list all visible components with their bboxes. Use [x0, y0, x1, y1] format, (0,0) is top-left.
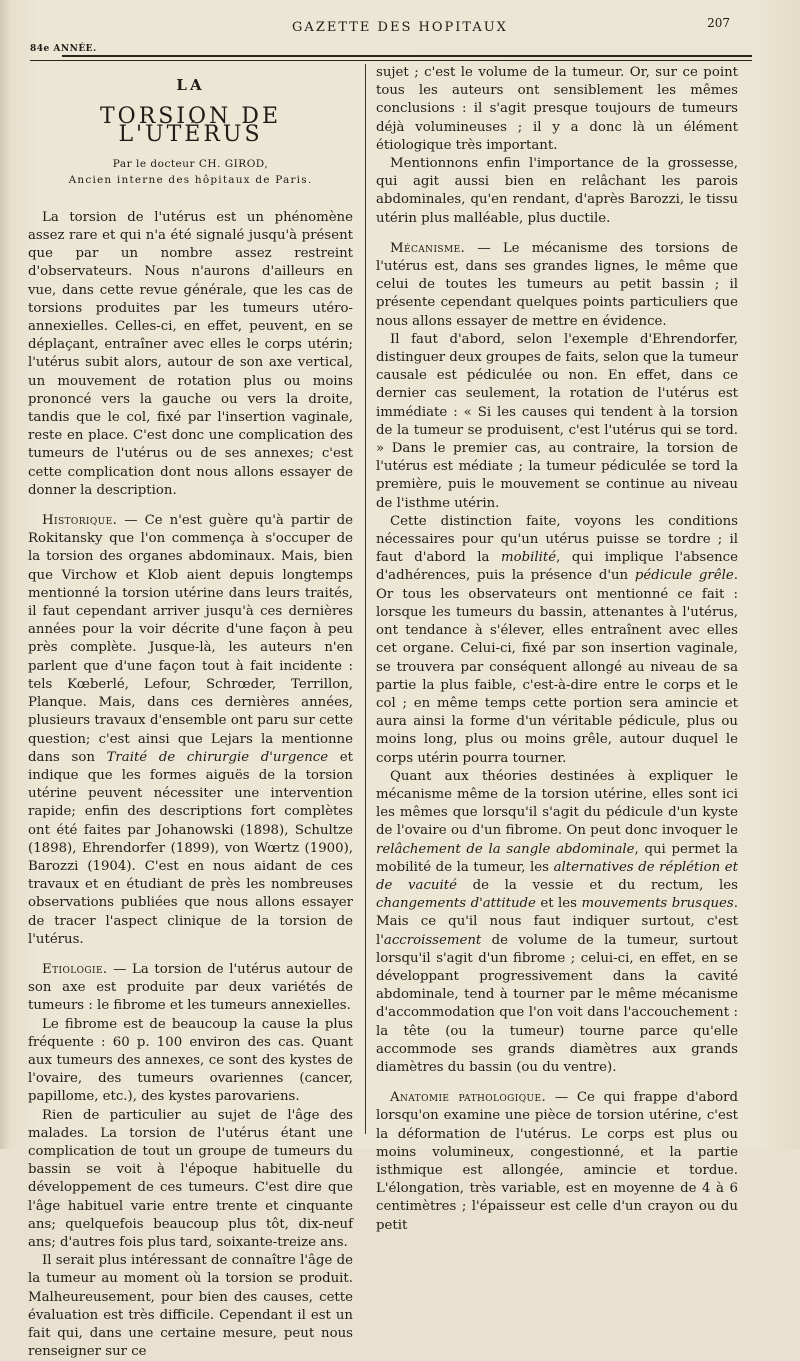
anatomie-paragraph: Anatomie pathologique. — Ce qui frappe d'abord lorsqu'on examine une pièce de torsion utérine, c'est la déformation de l'utérus. Le corps est plus ou moins volumineux, congestionné, et la partie isthmique est allongée, amincie et tordue. L'élongation, très variable, est en moyenne de 4 à 6 centimètres ; l'épaisseur est celle d'un crayon ou du petit — [376, 1090, 738, 1233]
mecanisme-paragraph-2: Il faut d'abord, selon l'exemple d'Ehrendorfer, distinguer deux groupes de faits, selon que la tumeur causale est pédiculée ou non. En effet, dans ce dernier cas seulement, la rotation de l'utérus est immédiate : « Si les causes qui tendent à la torsion de la tumeur se produisent, c'est l'utérus qui se tord. » Dans le premier cas, au contraire, la torsion de l'utérus est médiate ; la tumeur pédiculée se tord la première, puis le mouvement se continue au niveau de l'isthme utérin. — [376, 331, 738, 511]
mecanisme-paragraph: Mécanisme. — Le mécanisme des torsions de l'utérus est, dans ses grandes lignes, le même que celui de toutes les tumeurs au petit bassin ; il présente cependant quelques points particuliers que nous allons essayer de mettre en évidence. — [376, 240, 738, 329]
grossesse-paragraph: Mentionnons enfin l'importance de la grossesse, qui agit aussi bien en relâchant les parois abdominales, qu'en rendant, d'après Barozzi, le tissu utérin plus malléable, plus ductile. — [376, 156, 738, 226]
header-rule-thin — [30, 60, 752, 61]
right-column — [376, 64, 738, 1235]
article-kicker: LA — [176, 76, 205, 94]
etiologie-paragraph-4: Il serait plus intéressant de connaître l'âge de la tumeur au moment où la torsion se produit. Malheureusement, pour bien des causes, cette évaluation est très difficile. Cependant il est un fait qui, dans une certaine mesure, peut nous renseigner sur ce — [28, 1253, 353, 1360]
distinction-paragraph: Cette distinction faite, voyons les conditions nécessaires pour qu'un utérus puisse se tordre ; il faut d'abord la mobilité, qui implique l'absence d'adhérences, puis la présence d'un pédicule grêle. Or tous les observateurs ont mentionné ce fait : lorsque les tumeurs du bassin, attenantes à l'utérus, ont tendance à s'élever, elles entraînent avec elles cet organe. Celui-ci, fixé par son insertion vaginale, se trouvera par conséquent allongé au niveau de sa partie la plus faible, c'est-à-dire entre le corps et le col ; en même temps cette portion sera amincie et aura ainsi la forme d'un véritable pédicule, plus ou moins long, plus ou moins grêle, autour duquel le corps utérin pourra tourner. — [376, 513, 738, 766]
running-head: GAZETTE DES HOPITAUX — [292, 20, 508, 35]
page-number: 207 — [707, 16, 730, 30]
etiologie-paragraph-2: Le fibrome est de beaucoup la cause la plus fréquente : 60 p. 100 environ des cas. Quant aux tumeurs des annexes, ce sont des kystes de l'ovaire, des tumeurs ovariennes (cancer, papillome, etc.), des kystes parovariens. — [28, 1016, 353, 1105]
intro-paragraph: La torsion de l'utérus est un phénomène assez rare et qui n'a été signalé jusqu'à présent que par un nombre assez restreint d'observateurs. Nous n'aurons d'ailleurs en vue, dans cette revue générale, que les cas de torsions produites par les tumeurs utéro-annexielles. Celles-ci, en effet, peuvent, en se déplaçant, entraîner avec elles le corps utérin; l'utérus subit alors, autour de son axe vertical, un mouvement de rotation plus ou moins prononcé vers la gauche ou vers la droite, tandis que le col, fixé par l'insertion vaginale, reste en place. C'est donc une complication des tumeurs de l'utérus ou de ses annexes; c'est cette complication dont nous allons essayer de donner la description. — [28, 209, 353, 498]
section-heading-historique: Historique. — [42, 513, 118, 529]
etiologie-paragraph: Etiologie. — La torsion de l'utérus autour de son axe est produite par deux variétés de tumeurs : le fibrome et les tumeurs annexielles. — [28, 961, 353, 1014]
column-divider — [365, 64, 366, 1134]
article-byline-affiliation: Ancien interne des hôpitaux de Paris. — [68, 173, 313, 186]
article-byline: Par le docteur CH. GIROD, — [112, 157, 269, 170]
historique-paragraph: Historique. — Ce n'est guère qu'à partir de Rokitansky que l'on commença à s'occuper de la torsion des organes abdominaux. Mais, bien que Virchow et Klob aient depuis longtemps mentionné la torsion utérine dans leurs traités, il faut cependant arriver jusqu'à ces dernières années pour la voir décrite d'une façon à peu près complète. Jusque-là, les auteurs n'en parlent que d'une façon tout à fait incidente : tels Kœberlé, Lefour, Schrœder, Terrillon, Planque. Mais, dans ces dernières années, plusieurs travaux d'ensemble ont paru sur cette question; c'est ainsi que Lejars la mentionne dans son Traité de chirurgie d'urgence et indique que les formes aiguës de la torsion utérine peuvent nécessiter une intervention rapide; enfin des descriptions fort complètes ont été faites par Johanowski (1898), Schultze (1898), Ehrendorfer (1899), von Wœrtz (1900), Barozzi (1904). C'est en nous aidant de ces travaux et en étudiant de près les nombreuses observations publiées que nous allons essayer de tracer l'aspect clinique de la torsion de l'utérus. — [28, 513, 353, 947]
etiologie-paragraph-3: Rien de particulier au sujet de l'âge des malades. La torsion de l'utérus étant une complication de tout un groupe de tumeurs du bassin se voit à l'époque habituelle du développement de ces tumeurs. C'est dire que l'âge habituel varie entre trente et cinquante ans; quelquefois beaucoup plus tôt, dix-neuf ans; d'autres fois plus tard, soixante-treize ans. — [28, 1107, 353, 1250]
theories-paragraph: Quant aux théories destinées à expliquer le mécanisme même de la torsion utérine, elles sont ici les mêmes que lorsqu'il s'agit du pédicule d'un kyste de l'ovaire ou d'un fibrome. On peut donc invoquer le relâchement de la sangle abdominale, qui permet la mobilité de la tumeur, les alternatives de réplétion et de vacuité de la vessie et du rectum, les changements d'attitude et les mouvements brusques. Mais ce qu'il nous faut indiquer surtout, c'est l'accroissement de volume de la tumeur, surtout lorsqu'il s'agit d'un fibrome ; celui-ci, en effet, en se développant progressivement dans la cavité abdominale, tend à tourner par le même mécanisme d'accommodation que l'on voit dans l'accouchement : la tête (ou la tumeur) tourne parce qu'elle accommode ses grands diamètres aux grands diamètres du bassin (ou du ventre). — [376, 768, 738, 1075]
section-heading-anatomie: Anatomie pathologique. — [390, 1090, 547, 1106]
article-title: TORSION DE L'UTÉRUS — [99, 104, 281, 148]
left-column — [28, 70, 353, 1361]
section-heading-etiologie: Etiologie. — [42, 961, 108, 977]
header-rule — [62, 55, 752, 57]
year-label: 84e ANNÉE. — [30, 44, 97, 54]
continued-paragraph: sujet ; c'est le volume de la tumeur. Or, sur ce point tous les auteurs ont sensiblement les mêmes conclusions : il s'agit presque toujours de tumeurs déjà volumineuses ; il y a donc là un élément étiologique très important. — [376, 65, 738, 153]
section-heading-mecanisme: Mécanisme. — [390, 240, 466, 256]
